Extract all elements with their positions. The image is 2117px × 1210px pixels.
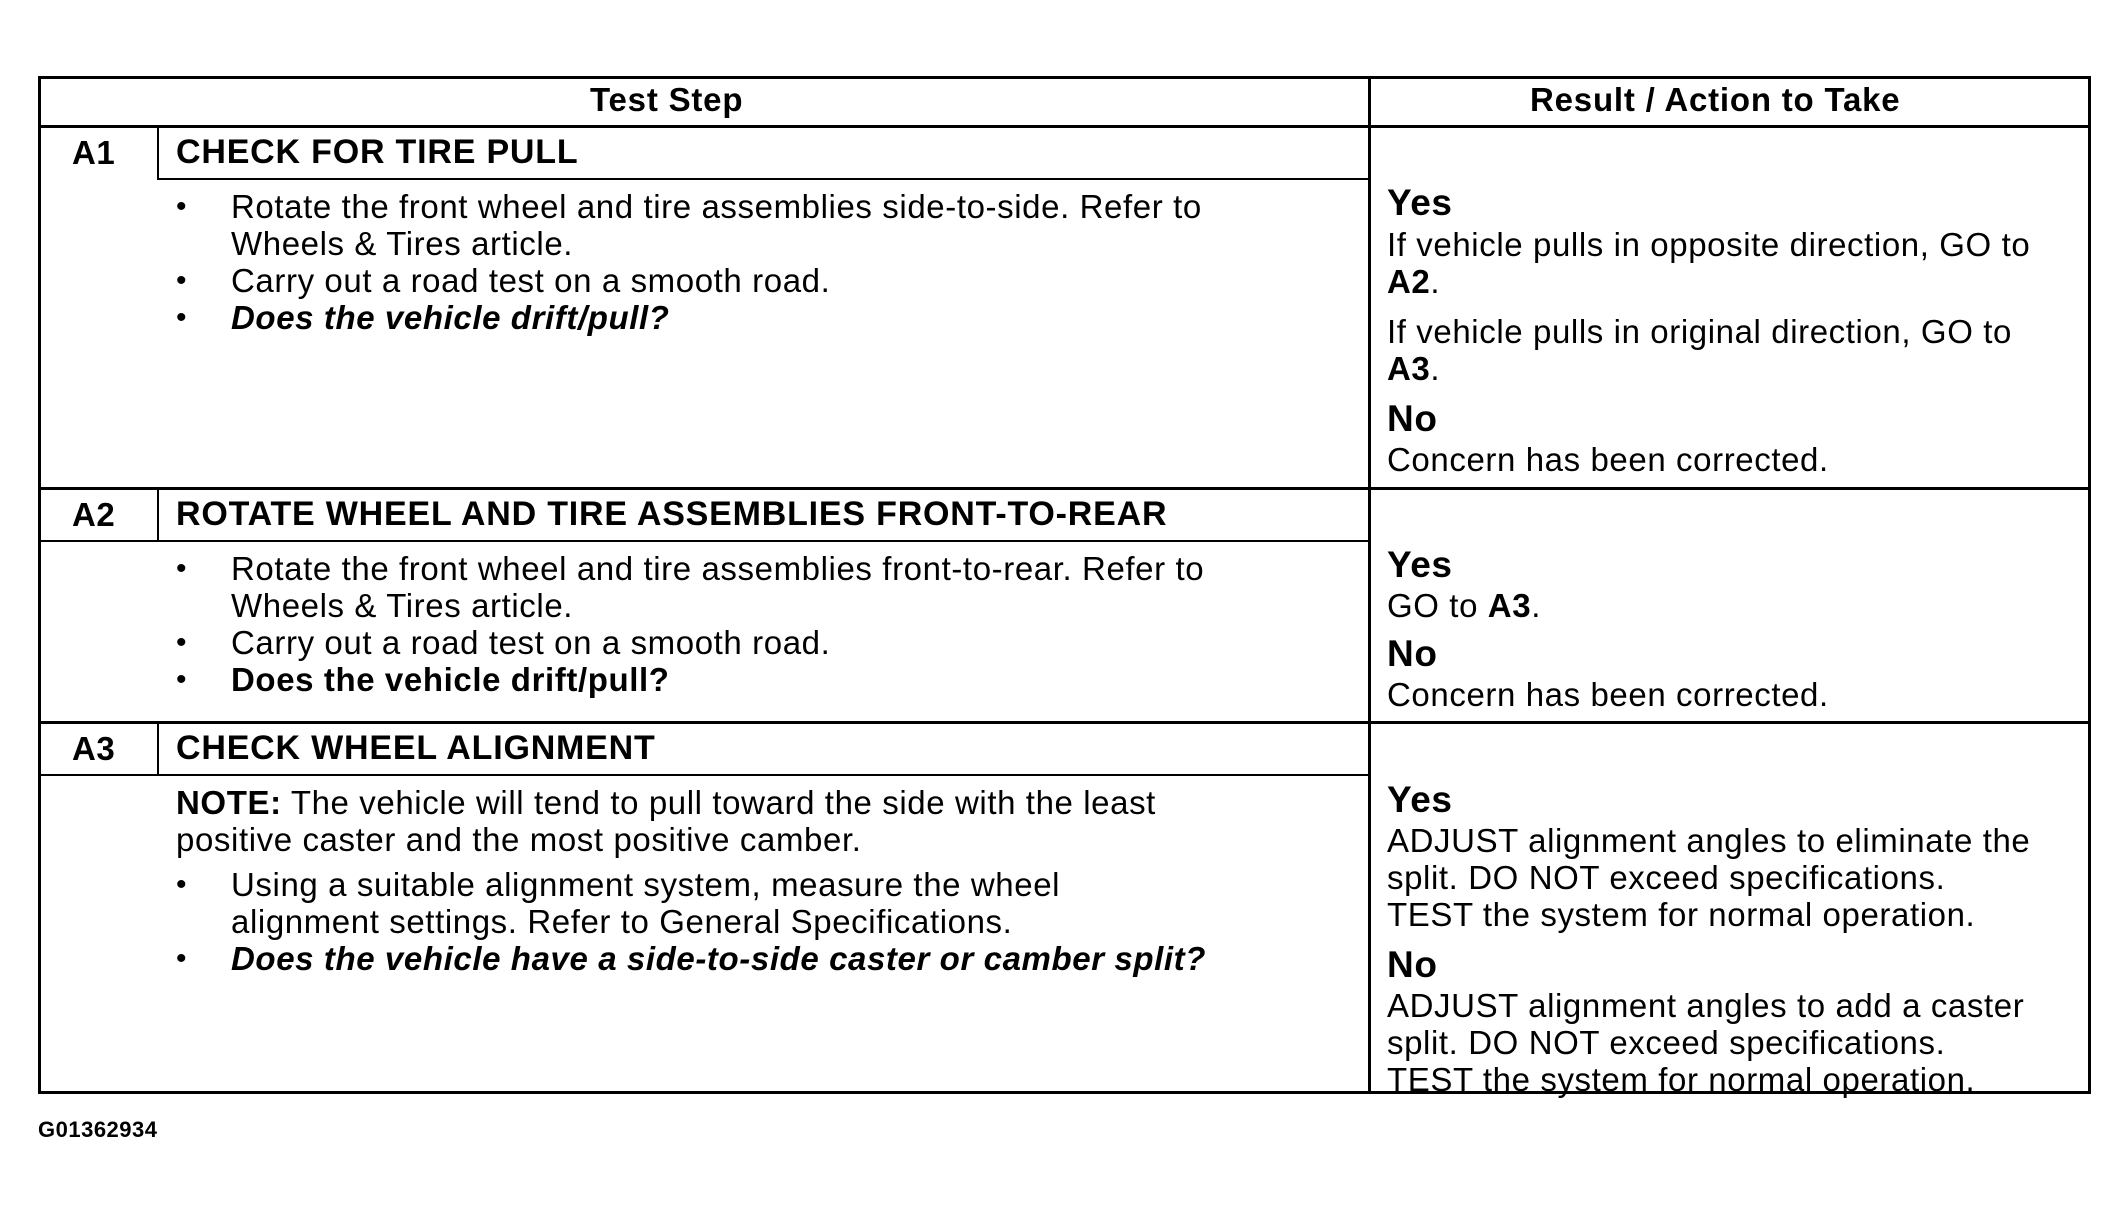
column-divider-id-a1 xyxy=(157,127,159,179)
step-id-a1: A1 xyxy=(72,134,116,171)
a2-no-line: Concern has been corrected. xyxy=(1387,676,1829,713)
column-divider-id-a3 xyxy=(157,723,159,775)
bullet-dot: • xyxy=(176,552,187,585)
a3-yes-label: Yes xyxy=(1387,779,1453,820)
step-title-a2: ROTATE WHEEL AND TIRE ASSEMBLIES FRONT-TO-REAR xyxy=(176,495,1168,533)
header-test-step: Test Step xyxy=(590,81,744,118)
a1-no-label: No xyxy=(1387,398,1438,439)
a1-bullet-1-line-2: Wheels & Tires article. xyxy=(231,225,574,262)
column-divider-id-a2 xyxy=(157,489,159,541)
a3-no-line-1: ADJUST alignment angles to add a caster xyxy=(1387,987,2025,1024)
bullet-dot: • xyxy=(176,190,187,223)
a3-note-text: The vehicle will tend to pull toward the side with the least xyxy=(281,784,1156,821)
a1-yes-ref-a3: A3 xyxy=(1387,350,1431,387)
a3-note-label: NOTE: xyxy=(176,784,282,821)
a1-yes-period-2: . xyxy=(1430,350,1441,387)
a1-no-line: Concern has been corrected. xyxy=(1387,441,1829,478)
a1-bullet-1-line-1: Rotate the front wheel and tire assemblies side-to-side. Refer to xyxy=(231,188,1202,225)
bullet-dot: • xyxy=(176,626,187,659)
step-title-a3: CHECK WHEEL ALIGNMENT xyxy=(176,729,656,767)
a1-yes-line-3: If vehicle pulls in original direction, GO to xyxy=(1387,313,2012,350)
a1-question: Does the vehicle drift/pull? xyxy=(231,299,670,336)
a2-yes-prefix: GO to xyxy=(1387,587,1488,624)
a2-yes-label: Yes xyxy=(1387,544,1453,585)
a2-bullet-1-line-1: Rotate the front wheel and tire assemblies front-to-rear. Refer to xyxy=(231,550,1205,587)
a1-yes-period-1: . xyxy=(1430,263,1441,300)
column-divider-main xyxy=(1368,76,1371,1094)
a3-yes-line-3: TEST the system for normal operation. xyxy=(1387,896,1976,933)
a2-yes-suffix: . xyxy=(1531,587,1541,624)
a2-bullet-1-line-2: Wheels & Tires article. xyxy=(231,587,574,624)
a1-yes-label: Yes xyxy=(1387,182,1453,223)
a1-yes-ref-a2: A2 xyxy=(1387,263,1431,300)
step-id-a3: A3 xyxy=(72,730,116,767)
bullet-dot: • xyxy=(176,301,187,334)
a3-note-line-2: positive caster and the most positive camber. xyxy=(176,821,862,858)
step-title-a1: CHECK FOR TIRE PULL xyxy=(176,133,579,171)
bullet-dot: • xyxy=(176,264,187,297)
a2-no-label: No xyxy=(1387,633,1438,674)
a3-no-line-3: TEST the system for normal operation. xyxy=(1387,1061,1976,1098)
header-divider xyxy=(38,125,2091,128)
a1-title-underline xyxy=(157,178,1370,180)
a3-yes-line-1: ADJUST alignment angles to eliminate the xyxy=(1387,822,2031,859)
bullet-dot: • xyxy=(176,942,187,975)
a2-question: Does the vehicle drift/pull? xyxy=(231,661,670,698)
header-result-action: Result / Action to Take xyxy=(1530,81,1901,118)
figure-code: G01362934 xyxy=(38,1117,158,1142)
a3-bullet-1-line-2: alignment settings. Refer to General Specifications. xyxy=(231,903,1013,940)
a3-bullet-1-line-1: Using a suitable alignment system, measure the wheel xyxy=(231,866,1061,903)
a1-yes-line-2 xyxy=(1387,263,1440,300)
a2-a3-divider xyxy=(38,721,2091,724)
a3-no-label: No xyxy=(1387,944,1438,985)
a2-title-underline xyxy=(38,540,1370,542)
a3-question: Does the vehicle have a side-to-side caster or camber split? xyxy=(231,940,1207,977)
a3-title-underline xyxy=(38,774,1370,776)
step-id-a2: A2 xyxy=(72,496,116,533)
bullet-dot: • xyxy=(176,868,187,901)
a3-yes-line-2: split. DO NOT exceed specifications. xyxy=(1387,859,1946,896)
a1-yes-line-1: If vehicle pulls in opposite direction, GO to xyxy=(1387,226,2031,263)
a3-note-line-1 xyxy=(176,784,1156,821)
bullet-dot: • xyxy=(176,663,187,696)
a3-no-line-2: split. DO NOT exceed specifications. xyxy=(1387,1024,1946,1061)
a1-a2-divider xyxy=(38,487,2091,490)
a1-bullet-2: Carry out a road test on a smooth road. xyxy=(231,262,831,299)
a1-yes-line-4 xyxy=(1387,350,1440,387)
a2-yes-line xyxy=(1387,587,1541,624)
a2-yes-ref-a3: A3 xyxy=(1487,587,1532,624)
a2-bullet-2: Carry out a road test on a smooth road. xyxy=(231,624,831,661)
